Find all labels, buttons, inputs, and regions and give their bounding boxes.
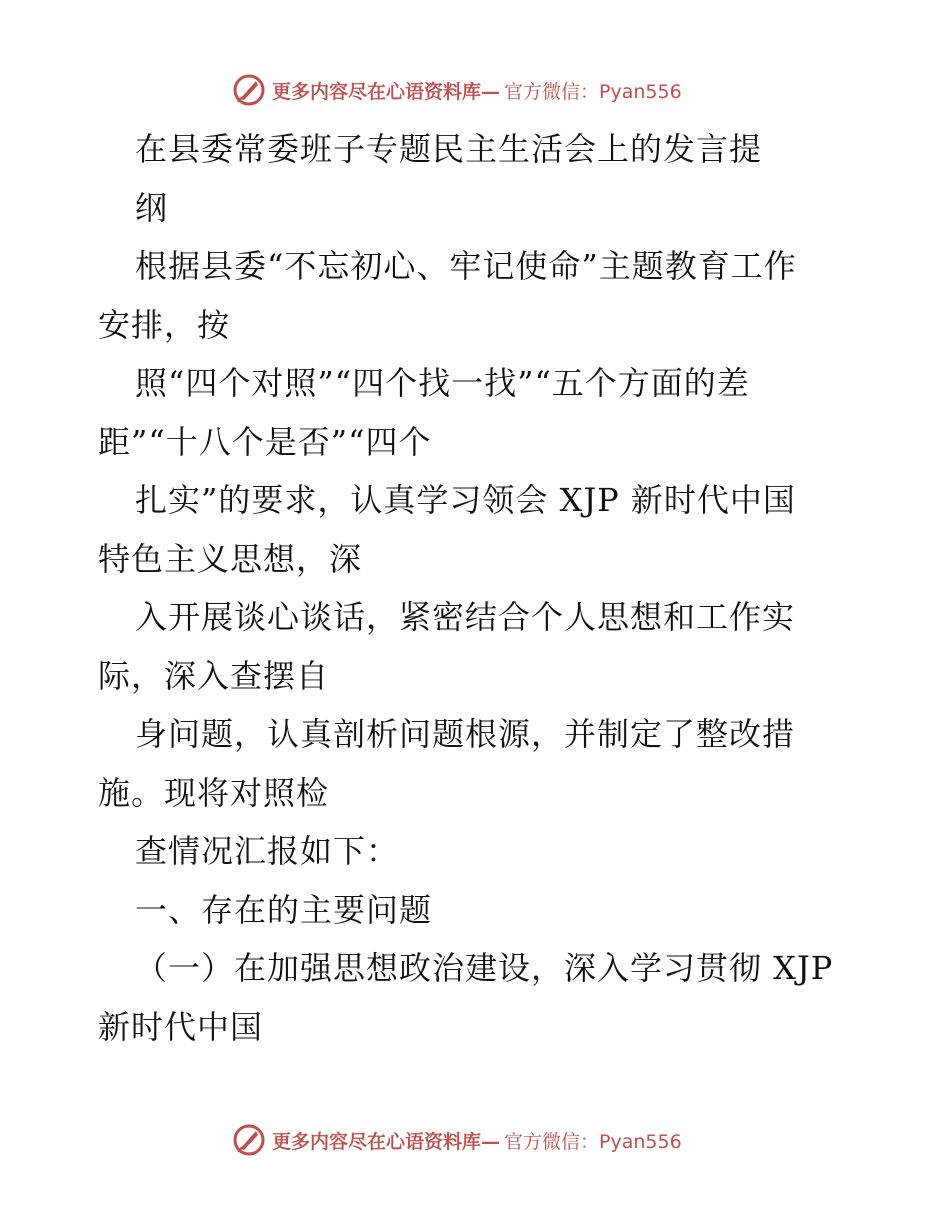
paragraph-line: 扎实”的要求，认真学习领会 XJP 新时代中国: [135, 481, 796, 519]
section-heading: 一、存在的主要问题: [135, 890, 433, 929]
paragraph-line: 特色主义思想，深: [98, 539, 363, 578]
feather-pen-logo-icon: [232, 1123, 266, 1157]
document-body: [98, 120, 918, 1056]
watermark-wechat: 官方微信：Pyan556: [504, 1130, 682, 1153]
paragraph-line: 距”“十八个是否”“四个: [98, 422, 432, 461]
feather-pen-logo-icon: [232, 73, 266, 107]
paragraph-line: 新时代中国: [98, 1007, 264, 1046]
paragraph-line: 际，深入查摆自: [98, 656, 330, 695]
paragraph-line: 照“四个对照”“四个找一找”“五个方面的差: [135, 364, 750, 402]
watermark-text: 更多内容尽在心语资料库—: [272, 1130, 501, 1153]
watermark-banner-bottom: [232, 1122, 752, 1158]
paragraph-line: 入开展谈心谈话，紧密结合个人思想和工作实: [135, 598, 796, 636]
paragraph-line: 安排，按: [98, 305, 231, 344]
watermark-wechat: 官方微信：Pyan556: [504, 80, 682, 103]
watermark-banner-top: [232, 72, 752, 108]
paragraph-line: 根据县委“不忘初心、牢记使命”主题教育工作: [135, 247, 797, 285]
paragraph-line: 身问题，认真剖析问题根源，并制定了整改措: [135, 715, 796, 753]
doc-title-line-1: 在县委常委班子专题民主生活会上的发言提: [135, 130, 763, 168]
watermark-text: 更多内容尽在心语资料库—: [272, 80, 501, 103]
paragraph-line: 施。现将对照检: [98, 773, 330, 812]
paragraph-line: 查情况汇报如下：: [135, 832, 400, 870]
subsection-heading: （一）在加强思想政治建设，深入学习贯彻 XJP: [135, 949, 834, 987]
doc-title-line-2: 纲: [135, 188, 169, 227]
